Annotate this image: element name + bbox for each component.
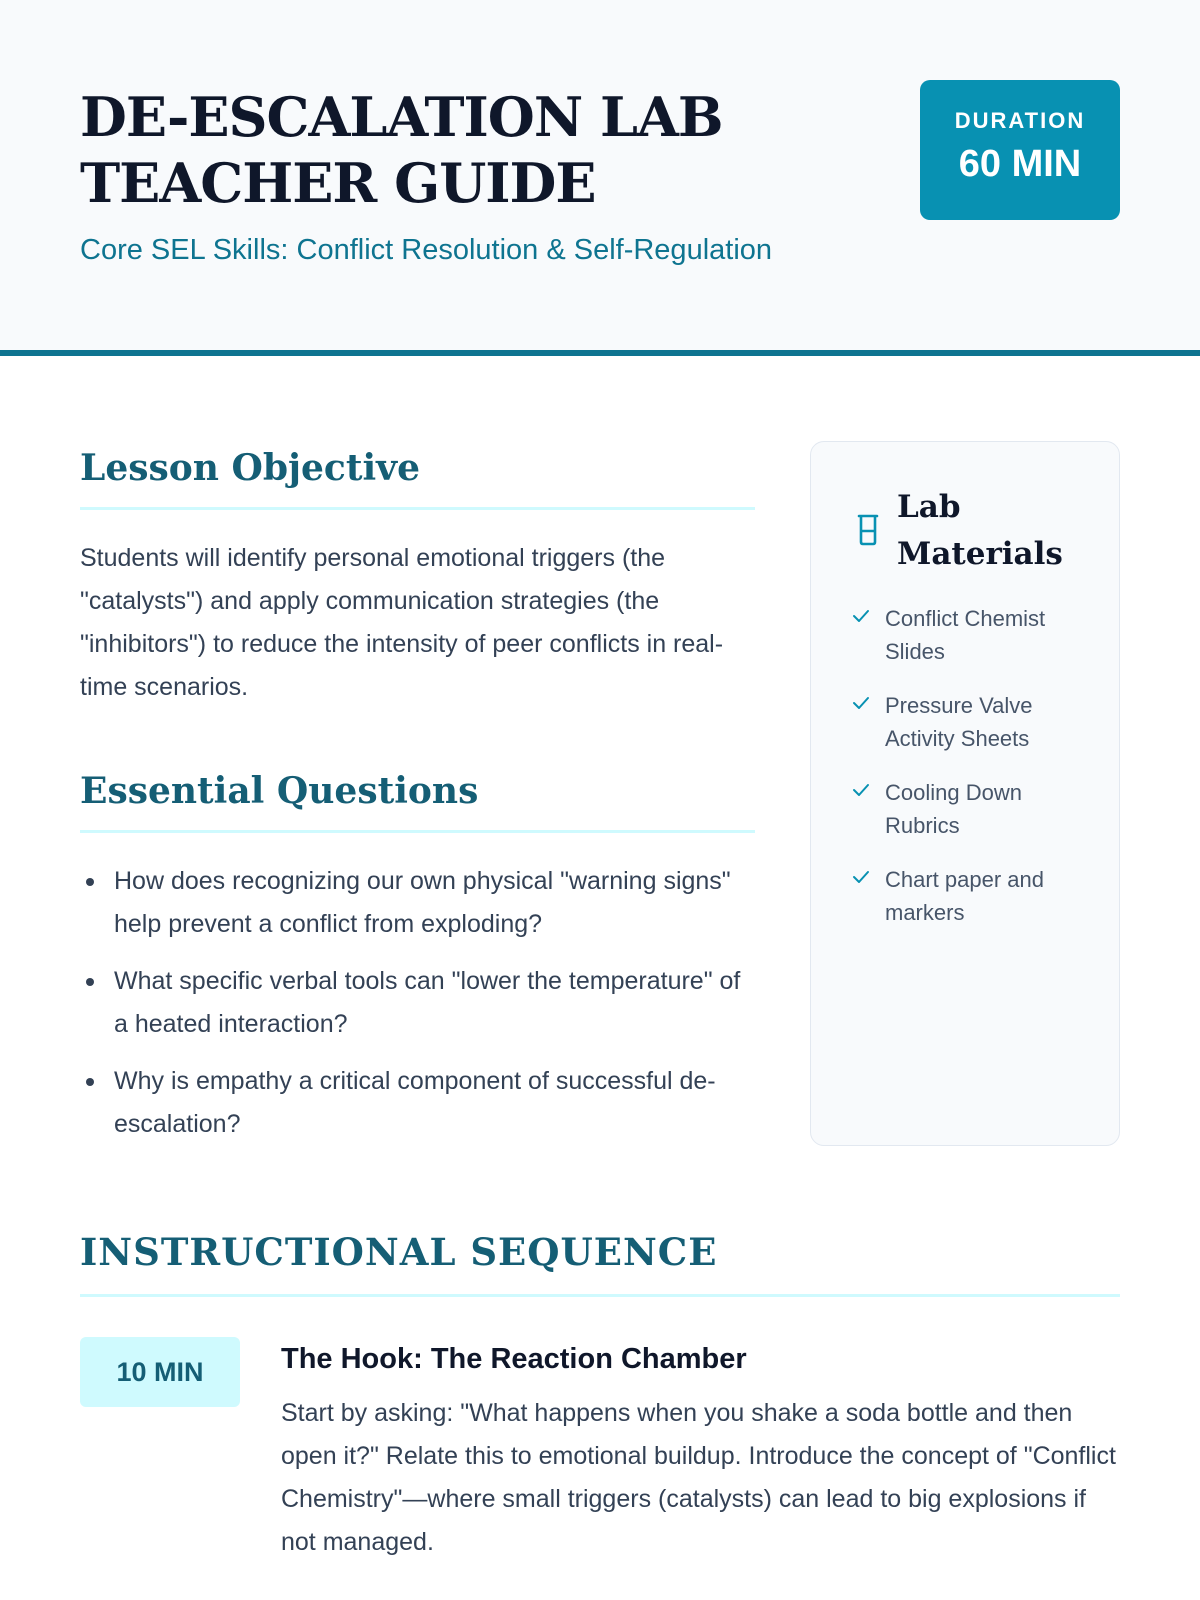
bullet-icon (86, 978, 94, 986)
question-text: Why is empathy a critical component of successful de-escalation? (114, 1067, 716, 1138)
beaker-icon (855, 514, 881, 546)
bullet-icon (86, 878, 94, 886)
material-text: Pressure Valve Activity Sheets (885, 693, 1033, 751)
check-icon (851, 780, 871, 800)
material-item (851, 863, 1101, 929)
step-time-badge: 10 MIN (80, 1337, 240, 1407)
question-item (80, 1060, 760, 1146)
lab-materials-card (810, 441, 1120, 1146)
objective-heading: Lesson Objective (80, 444, 755, 510)
material-item (851, 602, 1101, 668)
question-text: How does recognizing our own physical "warning signs" help prevent a conflict from exploding? (114, 867, 731, 938)
check-icon (851, 867, 871, 887)
questions-list (80, 860, 760, 1160)
check-icon (851, 606, 871, 626)
page-subtitle: Core SEL Skills: Conflict Resolution & Self-Regulation (80, 234, 773, 266)
question-item (80, 960, 760, 1046)
materials-list (851, 602, 1101, 950)
question-item (80, 860, 760, 946)
material-text: Chart paper and markers (885, 867, 1044, 925)
header (0, 0, 1200, 356)
material-item (851, 776, 1101, 842)
page-title: DE-ESCALATION LAB TEACHER GUIDE (80, 85, 723, 215)
lab-materials-title: Lab Materials (897, 489, 1063, 572)
sequence-heading: INSTRUCTIONAL SEQUENCE (80, 1226, 1120, 1297)
step-title: The Hook: The Reaction Chamber (281, 1343, 747, 1375)
step-text: Start by asking: "What happens when you shake a soda bottle and then open it?" Relate this to emotional buildup. Introduce the concept of "Conflict Chemistry"—where small triggers (catalysts) can lead to big explosions if not managed. (281, 1399, 1116, 1556)
questions-heading: Essential Questions (80, 767, 755, 833)
duration-label: DURATION (954, 108, 1086, 133)
objective-text: Students will identify personal emotional triggers (the "catalysts") and apply communication strategies (the "inhibitors") to reduce the intensity of peer conflicts in real-time scenarios. (80, 544, 724, 701)
material-text: Conflict Chemist Slides (885, 606, 1046, 664)
question-text: What specific verbal tools can "lower the temperature" of a heated interaction? (114, 967, 741, 1038)
material-text: Cooling Down Rubrics (885, 780, 1022, 838)
bullet-icon (86, 1078, 94, 1086)
material-item (851, 689, 1101, 755)
duration-value: 60 MIN (958, 143, 1082, 185)
duration-badge (920, 80, 1120, 220)
check-icon (851, 693, 871, 713)
